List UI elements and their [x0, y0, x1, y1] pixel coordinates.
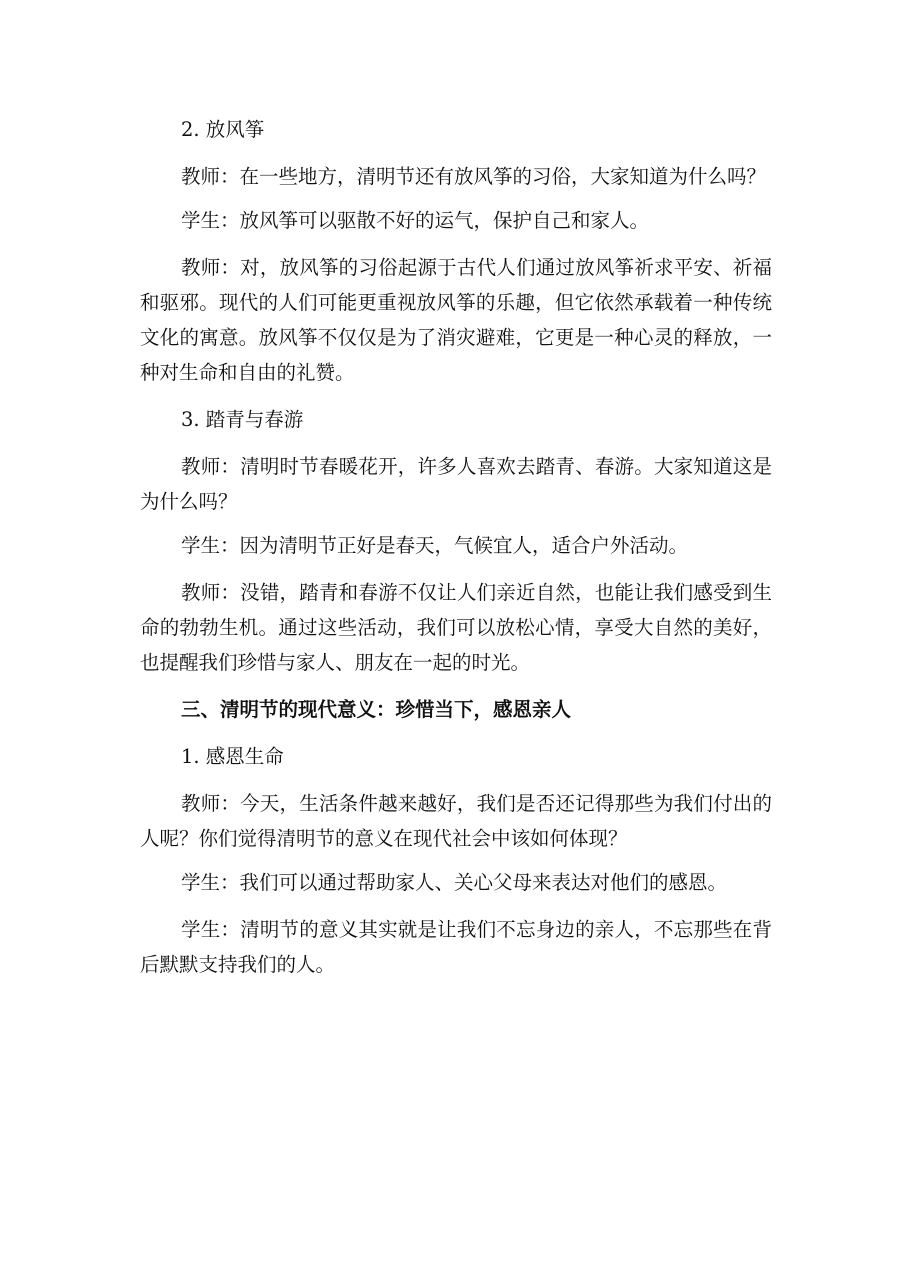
paragraph-teacher-outing-explanation: 教师：没错，踏青和春游不仅让人们亲近自然，也能让我们感受到生命的勃勃生机。通过这些活动，我们可以放松心情，享受大自然的美好，也提醒我们珍惜与家人、朋友在一起的时光。 [140, 581, 772, 674]
paragraph-student-gratitude-answer-1: 学生：我们可以通过帮助家人、关心父母来表达对他们的感恩。 [181, 871, 728, 894]
paragraph-student-kite-answer: 学生：放风筝可以驱散不好的运气，保护自己和家人。 [181, 209, 650, 232]
document-page [140, 112, 772, 994]
subhead-fly-kite: 2. 放风筝 [181, 118, 265, 141]
section-heading-modern-meaning: 三、清明节的现代意义：珍惜当下，感恩亲人 [181, 698, 572, 721]
paragraph-teacher-gratitude-question: 教师：今天，生活条件越来越好，我们是否还记得那些为我们付出的人呢？你们觉得清明节的意义在现代社会中该如何体现？ [140, 792, 772, 850]
paragraph-teacher-kite-question: 教师：在一些地方，清明节还有放风筝的习俗，大家知道为什么吗？ [181, 165, 767, 188]
paragraph-student-gratitude-answer-2: 学生：清明节的意义其实就是让我们不忘身边的亲人，不忘那些在背后默默支持我们的人。 [140, 918, 772, 976]
subhead-gratitude: 1. 感恩生命 [181, 745, 284, 768]
paragraph-student-outing-answer: 学生：因为清明节正好是春天，气候宜人，适合户外活动。 [181, 534, 689, 557]
paragraph-teacher-kite-explanation: 教师：对，放风筝的习俗起源于古代人们通过放风筝祈求平安、祈福和驱邪。现代的人们可能更重视放风筝的乐趣，但它依然承载着一种传统文化的寓意。放风筝不仅仅是为了消灾避难，它更是一种心灵的释放，一种对生命和自由的礼赞。 [140, 256, 772, 384]
subhead-spring-outing: 3. 踏青与春游 [181, 408, 304, 431]
paragraph-teacher-outing-question: 教师：清明时节春暖花开，许多人喜欢去踏青、春游。大家知道这是为什么吗？ [140, 455, 772, 513]
